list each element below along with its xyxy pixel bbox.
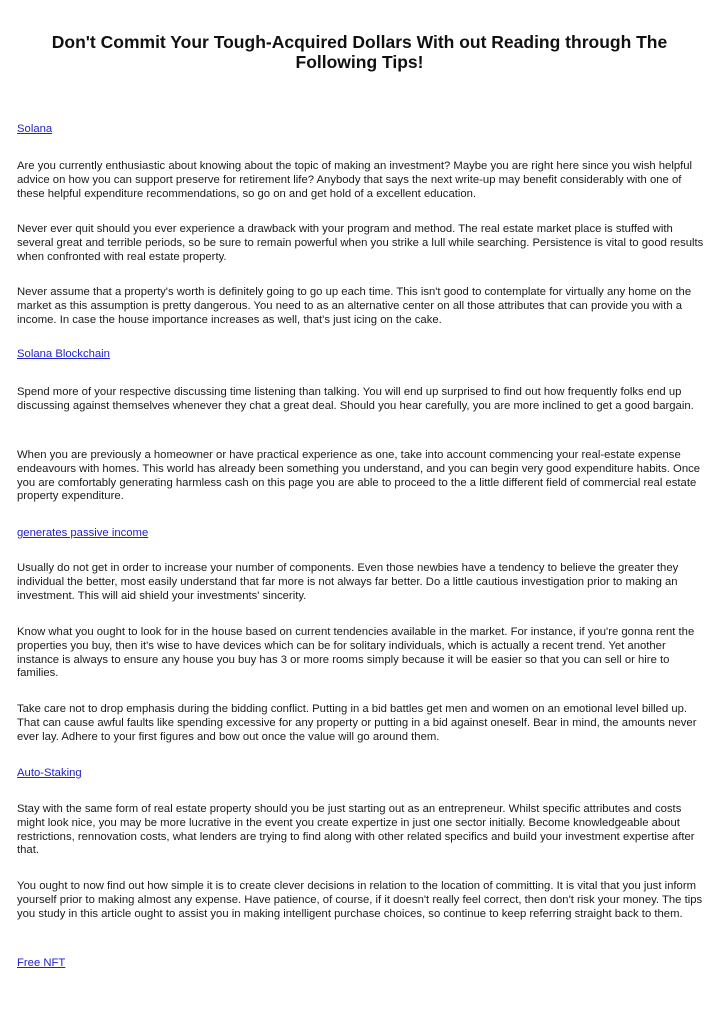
link-solana[interactable]: Solana <box>17 123 53 135</box>
paragraph: Are you currently enthusiastic about knowing about the topic of making an investment? Maybe you are right here since you wish helpful advice on how you can support preserve for retirement life? Anybody that says the next write-up may benefit considerably with one of these helpful expenditure recommendations, so go on and get hold of a excellent education. <box>17 160 693 200</box>
link-free-nft[interactable]: Free NFT <box>17 957 66 969</box>
paragraph: Know what you ought to look for in the house based on current tendencies available in the market. For instance, if you're gonna rent the properties you buy, then it's wise to have devices which can be for solitary individuals, which is actually a recent trend. Yet another instance is always to ensure any house you buy has 3 or more rooms simply because it will be easier so that you can sell or hire to families. <box>17 626 695 680</box>
link-block <box>17 767 705 781</box>
paragraph: When you are previously a homeowner or have practical experience as one, take into account commencing your real-estate expense endeavours with homes. This world has already been something you understand, and you can begin very good expenditure habits. Once you are comfortably generating harmless cash on this page you are able to proceed to the a little different field of commercial real estate property expenditure. <box>17 449 701 503</box>
link-block <box>17 527 705 541</box>
link-generates-passive-income[interactable]: generates passive income <box>17 527 149 539</box>
paragraph: Stay with the same form of real estate property should you be just starting out as an entrepreneur. Whilst specific attributes and costs might look nice, you may be more lucrative in the event you create expertize in just one sector initially. Become knowledgeable about restrictions, rennovation costs, what lenders are trying to find along with other related specifics and build your investment expertise after that. <box>17 803 695 857</box>
paragraph: Take care not to drop emphasis during the bidding conflict. Putting in a bid battles get men and women on an emotional level billed up. That can cause awful faults like spending excessive for any property or putting in a bid against oneself. Bear in mind, the amounts never ever lay. Adhere to your first figures and bow out once the value will go around them. <box>17 703 697 743</box>
paragraph: Never ever quit should you ever experience a drawback with your program and method. The real estate market place is stuffed with several great and terrible periods, so be sure to remain powerful when you strike a lull while searching. Persistence is vital to good results when confronted with real estate property. <box>17 223 704 263</box>
link-block <box>17 957 705 971</box>
link-auto-staking[interactable]: Auto-Staking <box>17 767 82 779</box>
paragraph: You ought to now find out how simple it is to create clever decisions in relation to the location of committing. It is vital that you just inform yourself prior to making almost any expense. Have patience, of course, if it doesn't really feel correct, then don't risk your money. The tips you study in this article ought to assist you in making intelligent purchase choices, so continue to keep referring straight back to them. <box>17 880 703 920</box>
link-block <box>17 348 705 362</box>
paragraph: Spend more of your respective discussing time listening than talking. You will end up surprised to find out how frequently folks end up discussing against themselves whenever they chat a great deal. Should you hear carefully, you are more inclined to get a good bargain. <box>17 386 694 412</box>
page-title: Don't Commit Your Tough-Acquired Dollars With out Reading through The Following Tips! <box>51 32 668 72</box>
link-block <box>17 123 705 137</box>
paragraph: Usually do not get in order to increase your number of components. Even those newbies have a tendency to believe the greater they individual the better, most easily understand that far more is not always far better. Do a little cautious investigation prior to making an investment. This will aid shield your investments' sincerity. <box>17 562 679 602</box>
link-solana-blockchain[interactable]: Solana Blockchain <box>17 348 110 360</box>
paragraph: Never assume that a property's worth is definitely going to go up each time. This isn't good to contemplate for virtually any home on the market as this assumption is pretty dangerous. You need to as an alternative center on all those attributes that can provide you with a income. In case the house importance increases as well, that's just icing on the cake. <box>17 286 692 326</box>
